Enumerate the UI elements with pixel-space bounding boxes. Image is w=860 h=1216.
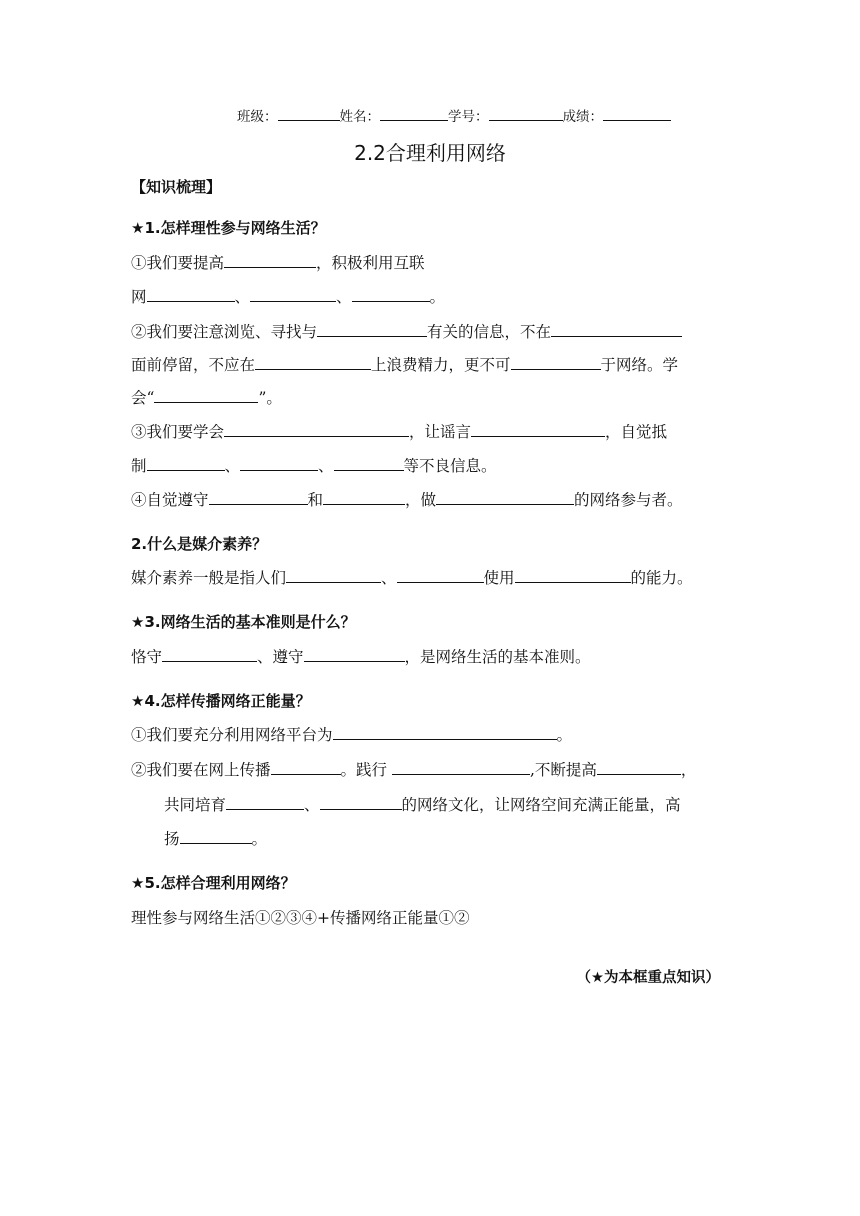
q1-point-3-line-2 [131, 454, 497, 478]
text: 制 [131, 457, 147, 475]
blank[interactable] [352, 285, 430, 302]
blank[interactable] [392, 758, 530, 775]
text: 共同培育 [164, 796, 227, 814]
blank[interactable] [255, 353, 371, 370]
blank[interactable] [240, 454, 318, 471]
name-blank[interactable] [380, 104, 448, 121]
blank[interactable] [323, 488, 405, 505]
text: 会“ [131, 389, 155, 407]
blank[interactable] [224, 420, 409, 437]
score-label: 成绩： [562, 109, 603, 125]
blank[interactable] [304, 645, 405, 662]
text: ①我们要充分利用网络平台为 [131, 726, 333, 744]
question-1-heading: ★1.怎样理性参与网络生活？ [131, 219, 326, 237]
text: 的网络文化，让网络空间充满正能量，高 [401, 796, 681, 814]
text: 、 [381, 569, 397, 587]
text: ，自觉抵 [605, 423, 668, 441]
q1-point-4 [131, 488, 683, 512]
text: 、 [318, 457, 334, 475]
blank[interactable] [597, 758, 681, 775]
text: ②我们要注意浏览、寻找与 [131, 323, 318, 341]
blank[interactable] [317, 320, 427, 337]
question-4-heading: ★4.怎样传播网络正能量？ [131, 692, 311, 710]
text: 媒介素养一般是指人们 [131, 569, 287, 587]
blank[interactable] [515, 566, 631, 583]
text: 、遵守 [257, 648, 304, 666]
text: 有关的信息，不在 [427, 323, 552, 341]
student-info-line [237, 104, 671, 129]
text: ,不断提高 [529, 761, 597, 779]
text: 的能力。 [630, 569, 693, 587]
text: 面前停留，不应在 [131, 356, 256, 374]
text: 恪守 [131, 648, 163, 666]
question-5-heading: ★5.怎样合理利用网络？ [131, 874, 296, 892]
text: 、 [234, 288, 251, 306]
text: ②我们要在网上传播 [131, 761, 271, 779]
footnote: （★为本框重点知识） [576, 970, 720, 986]
q4-point-1 [131, 723, 572, 747]
blank[interactable] [271, 758, 341, 775]
blank[interactable] [334, 454, 404, 471]
question-2-heading: 2.什么是媒介素养？ [131, 535, 268, 553]
section-title: 【知识梳理】 [131, 178, 222, 196]
q1-point-3-line-1 [131, 420, 667, 444]
text: ③我们要学会 [131, 423, 225, 441]
q1-point-1-line-1 [131, 251, 425, 275]
blank[interactable] [551, 320, 682, 337]
blank[interactable] [511, 353, 601, 370]
text: 。 [556, 726, 573, 744]
blank[interactable] [250, 285, 336, 302]
text: 、 [224, 457, 241, 475]
blank[interactable] [226, 793, 304, 810]
student-id-blank[interactable] [489, 104, 563, 121]
score-blank[interactable] [603, 104, 671, 121]
q4-point-2-line-2 [164, 793, 681, 817]
text: 于网络。学 [600, 356, 679, 374]
blank[interactable] [224, 251, 316, 268]
student-id-label: 学号： [448, 109, 489, 125]
blank[interactable] [147, 285, 235, 302]
text: 、 [336, 288, 352, 306]
q4-point-2-line-1 [131, 758, 696, 782]
q1-point-1-line-2 [131, 285, 445, 309]
class-blank[interactable] [278, 104, 340, 121]
blank[interactable] [397, 566, 484, 583]
text: ， [680, 761, 697, 779]
text: 等不良信息。 [403, 457, 497, 475]
page-title: 2.2合理利用网络 [354, 141, 506, 165]
blank[interactable] [209, 488, 308, 505]
question-3-heading: ★3.网络生活的基本准则是什么？ [131, 613, 356, 631]
name-label: 姓名： [339, 109, 380, 125]
q1-point-2-line-3 [131, 386, 282, 410]
blank[interactable] [147, 454, 225, 471]
blank[interactable] [471, 420, 605, 437]
text: ，是网络生活的基本准则。 [404, 648, 591, 666]
text: 上浪费精力，更不可 [371, 356, 511, 374]
text: 和 [307, 491, 324, 509]
text: 。 [251, 830, 268, 848]
text: 网 [131, 288, 147, 306]
q1-point-2-line-2 [131, 353, 678, 377]
text: ④自觉遵守 [131, 491, 209, 509]
blank[interactable] [333, 723, 557, 740]
text: ，让谣言 [409, 423, 472, 441]
blank[interactable] [180, 827, 252, 844]
text: ”。 [258, 389, 282, 407]
q4-point-2-line-3 [164, 827, 267, 851]
q3-answer-line [131, 645, 591, 669]
text: 。 [429, 288, 446, 306]
text: 扬 [164, 830, 180, 848]
text: 。践行 [340, 761, 392, 779]
text: 使用 [483, 569, 515, 587]
q5-answer-line: 理性参与网络生活①②③④+传播网络正能量①② [131, 909, 470, 927]
blank[interactable] [154, 386, 258, 403]
blank[interactable] [320, 793, 402, 810]
blank[interactable] [162, 645, 257, 662]
q1-point-2-line-1 [131, 320, 682, 344]
class-label: 班级： [237, 109, 278, 125]
blank[interactable] [436, 488, 574, 505]
text: ，积极利用互联 [316, 254, 425, 272]
text: ，做 [405, 491, 437, 509]
blank[interactable] [286, 566, 381, 583]
text: 、 [304, 796, 320, 814]
text: 的网络参与者。 [574, 491, 683, 509]
q2-answer-line [131, 566, 693, 590]
text: ①我们要提高 [131, 254, 225, 272]
